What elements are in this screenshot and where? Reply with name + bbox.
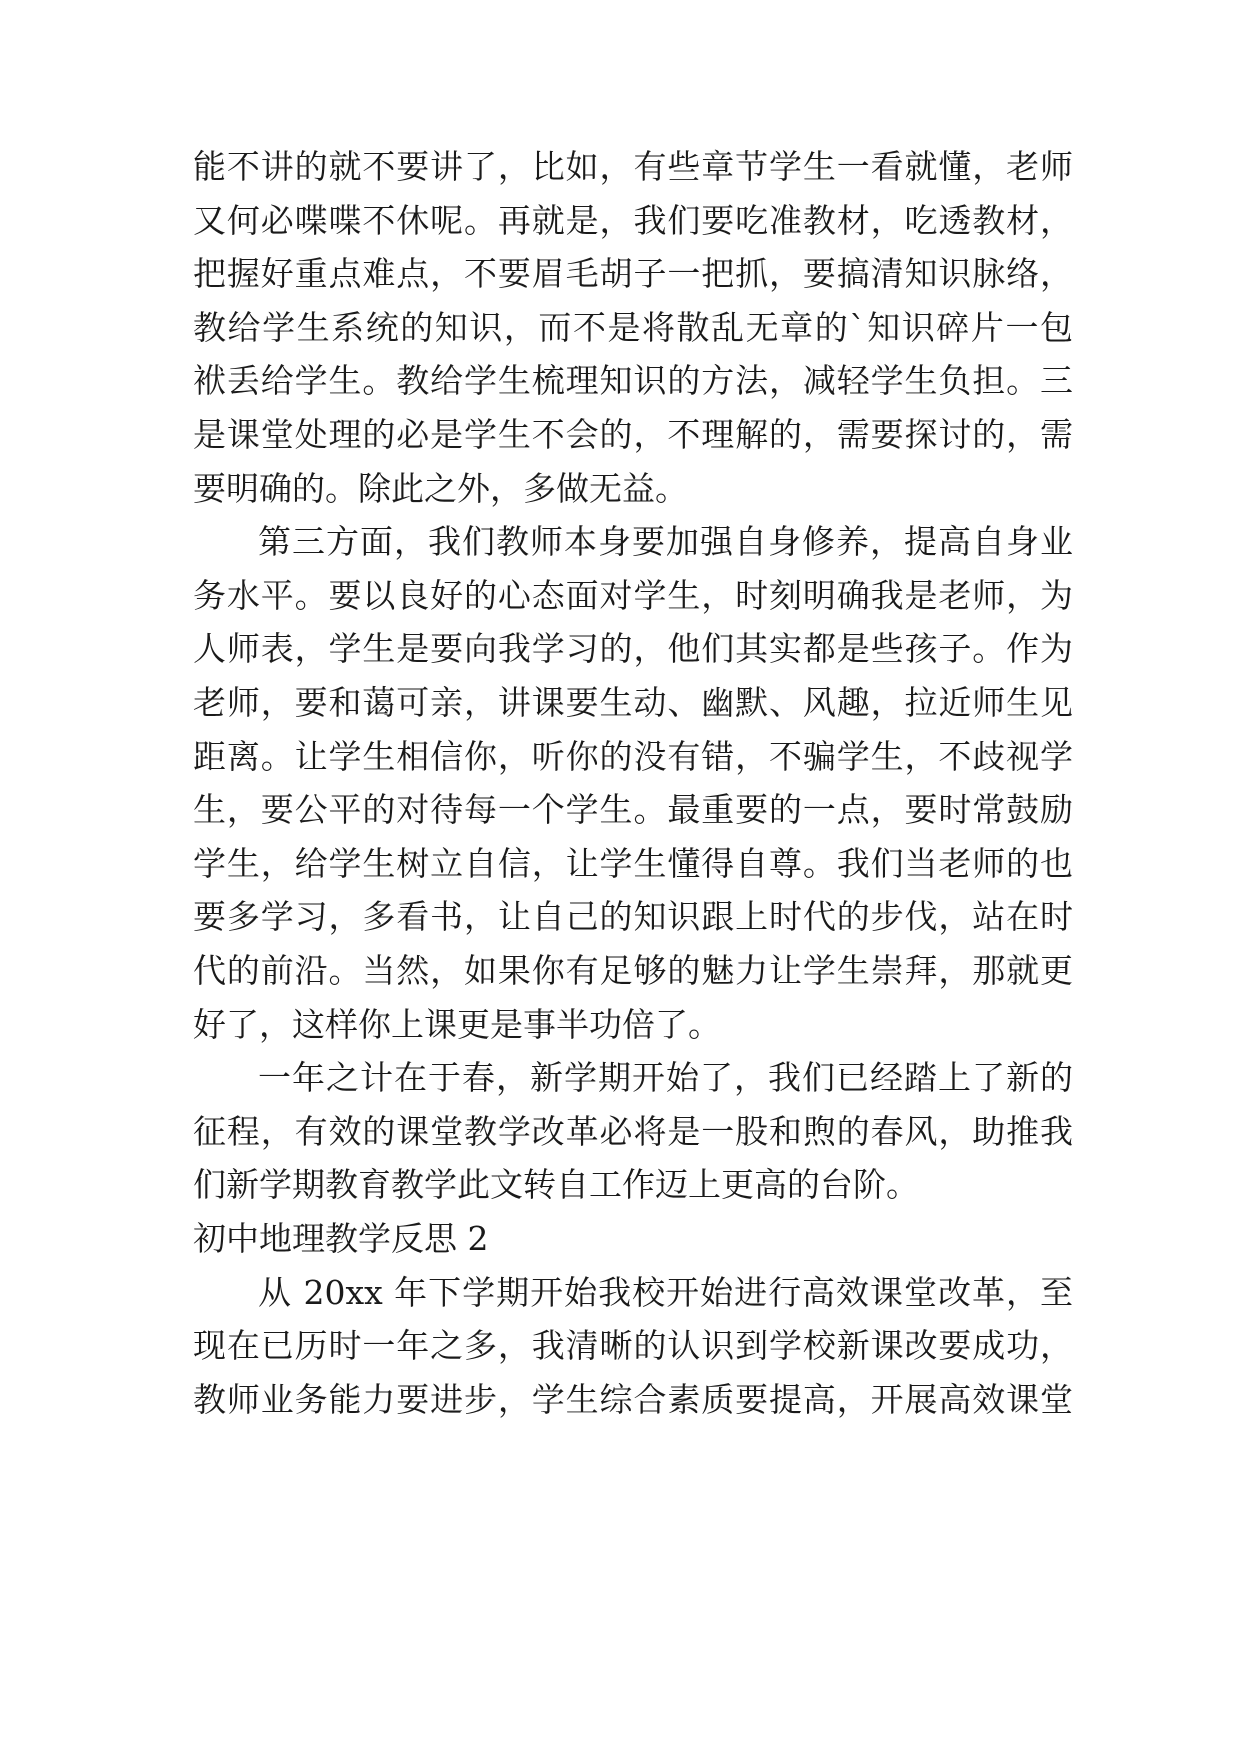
paragraph-line: 一年之计在于春，新学期开始了，我们已经踏上了新的 <box>258 1058 1073 1098</box>
section-heading: 初中地理教学反思 2 <box>193 1219 489 1258</box>
paragraph-line: 现在已历时一年之多，我清晰的认识到学校新课改要成功， <box>193 1326 1073 1366</box>
paragraph-line: 是课堂处理的必是学生不会的，不理解的，需要探讨的，需 <box>193 415 1073 454</box>
paragraph-line: 老师，要和蔼可亲，讲课要生动、幽默、风趣，拉近师生见 <box>193 683 1073 722</box>
paragraph-line: 代的前沿。当然，如果你有足够的魅力让学生崇拜，那就更 <box>193 951 1073 990</box>
paragraph-line: 人师表，学生是要向我学习的，他们其实都是些孩子。作为 <box>193 629 1073 669</box>
paragraph-line: 要多学习，多看书，让自己的知识跟上时代的步伐，站在时 <box>193 897 1073 937</box>
paragraph-line: 第三方面，我们教师本身要加强自身修养，提高自身业 <box>258 522 1073 562</box>
paragraph-line: 好了，这样你上课更是事半功倍了。 <box>193 1004 721 1044</box>
paragraph-line: 距离。让学生相信你，听你的没有错，不骗学生，不歧视学 <box>193 736 1073 776</box>
paragraph-line: 们新学期教育教学此文转自工作迈上更高的台阶。 <box>193 1165 919 1205</box>
paragraph-line: 教给学生系统的知识，而不是将散乱无章的`知识碎片一包 <box>193 307 1073 347</box>
paragraph-line: 学生，给学生树立自信，让学生懂得自尊。我们当老师的也 <box>193 843 1073 883</box>
paragraph-line: 从 20xx 年下学期开始我校开始进行高效课堂改革，至 <box>258 1272 1073 1312</box>
paragraph-line: 要明确的。除此之外，多做无益。 <box>193 468 688 508</box>
paragraph-line: 征程，有效的课堂教学改革必将是一股和煦的春风，助推我 <box>193 1111 1073 1151</box>
paragraph-line: 又何必喋喋不休呢。再就是，我们要吃准教材，吃透教材， <box>193 200 1073 240</box>
paragraph-line: 教师业务能力要进步，学生综合素质要提高，开展高效课堂 <box>193 1379 1073 1419</box>
paragraph-line: 能不讲的就不要讲了，比如，有些章节学生一看就懂，老师 <box>193 147 1073 186</box>
paragraph-line: 务水平。要以良好的心态面对学生，时刻明确我是老师，为 <box>193 575 1073 615</box>
paragraph-line: 把握好重点难点，不要眉毛胡子一把抓，要搞清知识脉络， <box>193 254 1073 294</box>
paragraph-line: 袱丢给学生。教给学生梳理知识的方法，减轻学生负担。三 <box>193 361 1073 401</box>
paragraph-line: 生，要公平的对待每一个学生。最重要的一点，要时常鼓励 <box>193 790 1073 830</box>
